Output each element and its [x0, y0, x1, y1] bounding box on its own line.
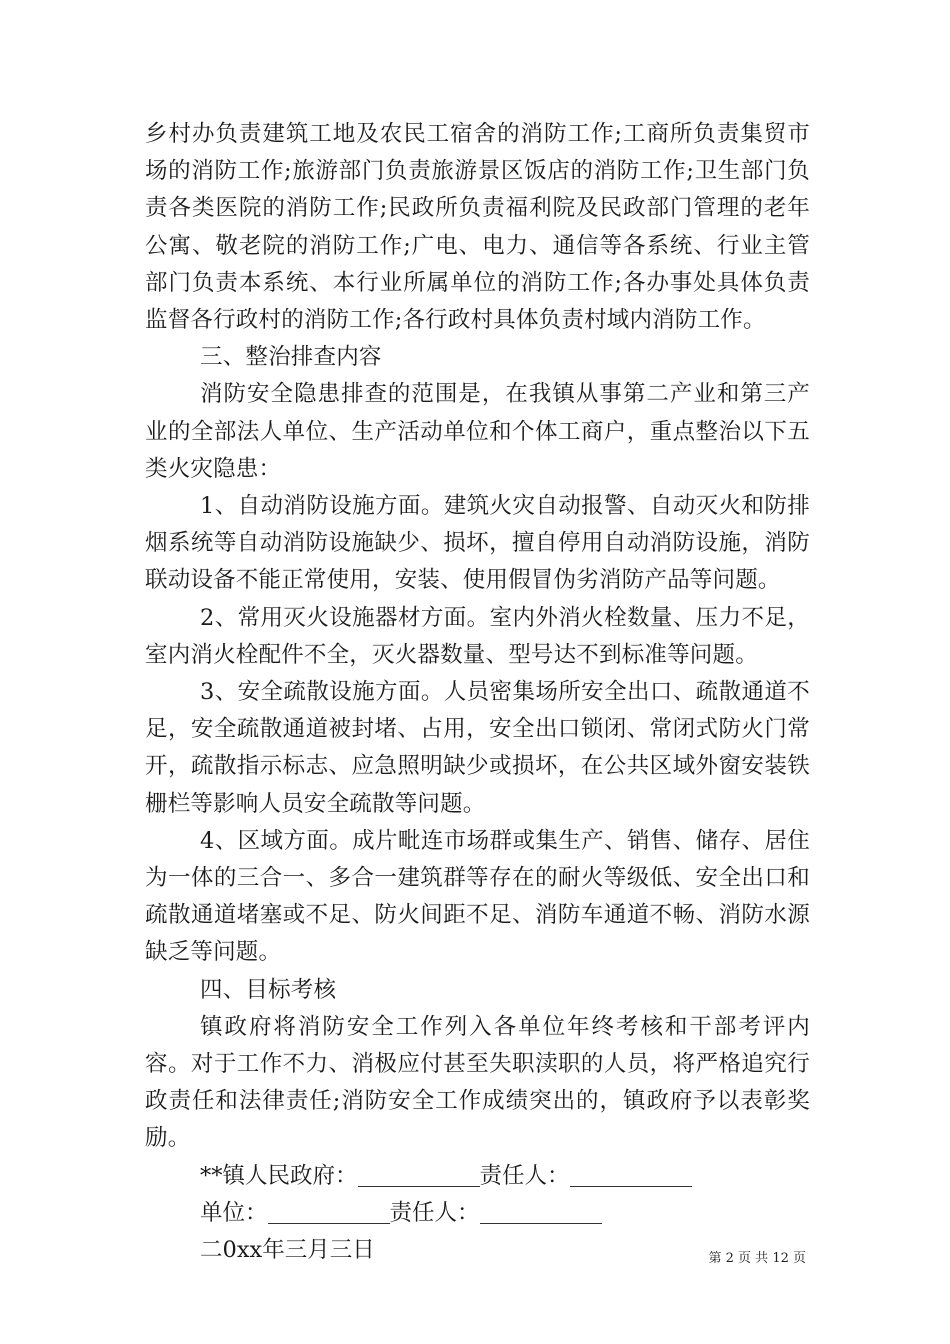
signature-blank [480, 1199, 602, 1224]
list-item-4: 4、区域方面。成片毗连市场群或集生产、销售、储存、居住为一体的三合一、多合一建筑群等存在的耐火等级低、安全出口和疏散通道堵塞或不足、防火间距不足、消防车通道不畅、消防水源缺乏等问题。 [145, 827, 810, 966]
signature-line-government [145, 1158, 810, 1195]
section-heading-4: 四、目标考核 [200, 976, 337, 1003]
government-label: **镇人民政府： [200, 1162, 358, 1189]
signature-blank [570, 1162, 692, 1187]
paragraph-scope: 消防安全隐患排查的范围是，在我镇从事第二产业和第三产业的全部法人单位、生产活动单位和个体工商户，重点整治以下五类火灾隐患： [145, 381, 810, 482]
paragraph-responsibilities: 乡村办负责建筑工地及农民工宿舍的消防工作;工商所负责集贸市场的消防工作;旅游部门负责旅游景区饭店的消防工作;卫生部门负责各类医院的消防工作;民政所负责福利院及民政部门管理的老年公寓、敬老院的消防工作;广电、电力、通信等各系统、行业主管部门负责本系统、本行业所属单位的消防工作;各办事处具体负责监督各行政村的消防工作;各行政村具体负责村域内消防工作。 [145, 121, 810, 334]
list-item-1: 1、自动消防设施方面。建筑火灾自动报警、自动灭火和防排烟系统等自动消防设施缺少、损坏，擅自停用自动消防设施，消防联动设备不能正常使用，安装、使用假冒伪劣消防产品等问题。 [145, 493, 810, 594]
document-body [145, 116, 810, 1269]
section-heading-3: 三、整治排查内容 [200, 344, 382, 371]
document-date: 二0xx年三月三日 [200, 1237, 375, 1264]
list-item-3: 3、安全疏散设施方面。人员密集场所安全出口、疏散通道不足，安全疏散通道被封堵、占用，安全出口锁闭、常闭式防火门常开，疏散指示标志、应急照明缺少或损坏，在公共区域外窗安装铁栅栏等影响人员安全疏散等问题。 [145, 679, 810, 817]
responsible-person-label: 责任人： [389, 1199, 480, 1226]
signature-blank [268, 1199, 390, 1224]
paragraph-assessment: 镇政府将消防安全工作列入各单位年终考核和干部考评内容。对于工作不力、消极应付甚至失职渎职的人员，将严格追究行政责任和法律责任;消防安全工作成绩突出的，镇政府予以表彰奖励。 [145, 1013, 810, 1152]
page-number: 第 2 页 共 12 页 [708, 1251, 806, 1266]
list-item-2: 2、常用灭火设施器材方面。室内外消火栓数量、压力不足，室内消火栓配件不全，灭火器数量、型号达不到标准等问题。 [145, 604, 810, 668]
signature-blank [358, 1162, 480, 1187]
responsible-person-label: 责任人： [479, 1162, 570, 1189]
unit-label: 单位： [200, 1199, 268, 1226]
signature-line-unit [145, 1195, 810, 1232]
